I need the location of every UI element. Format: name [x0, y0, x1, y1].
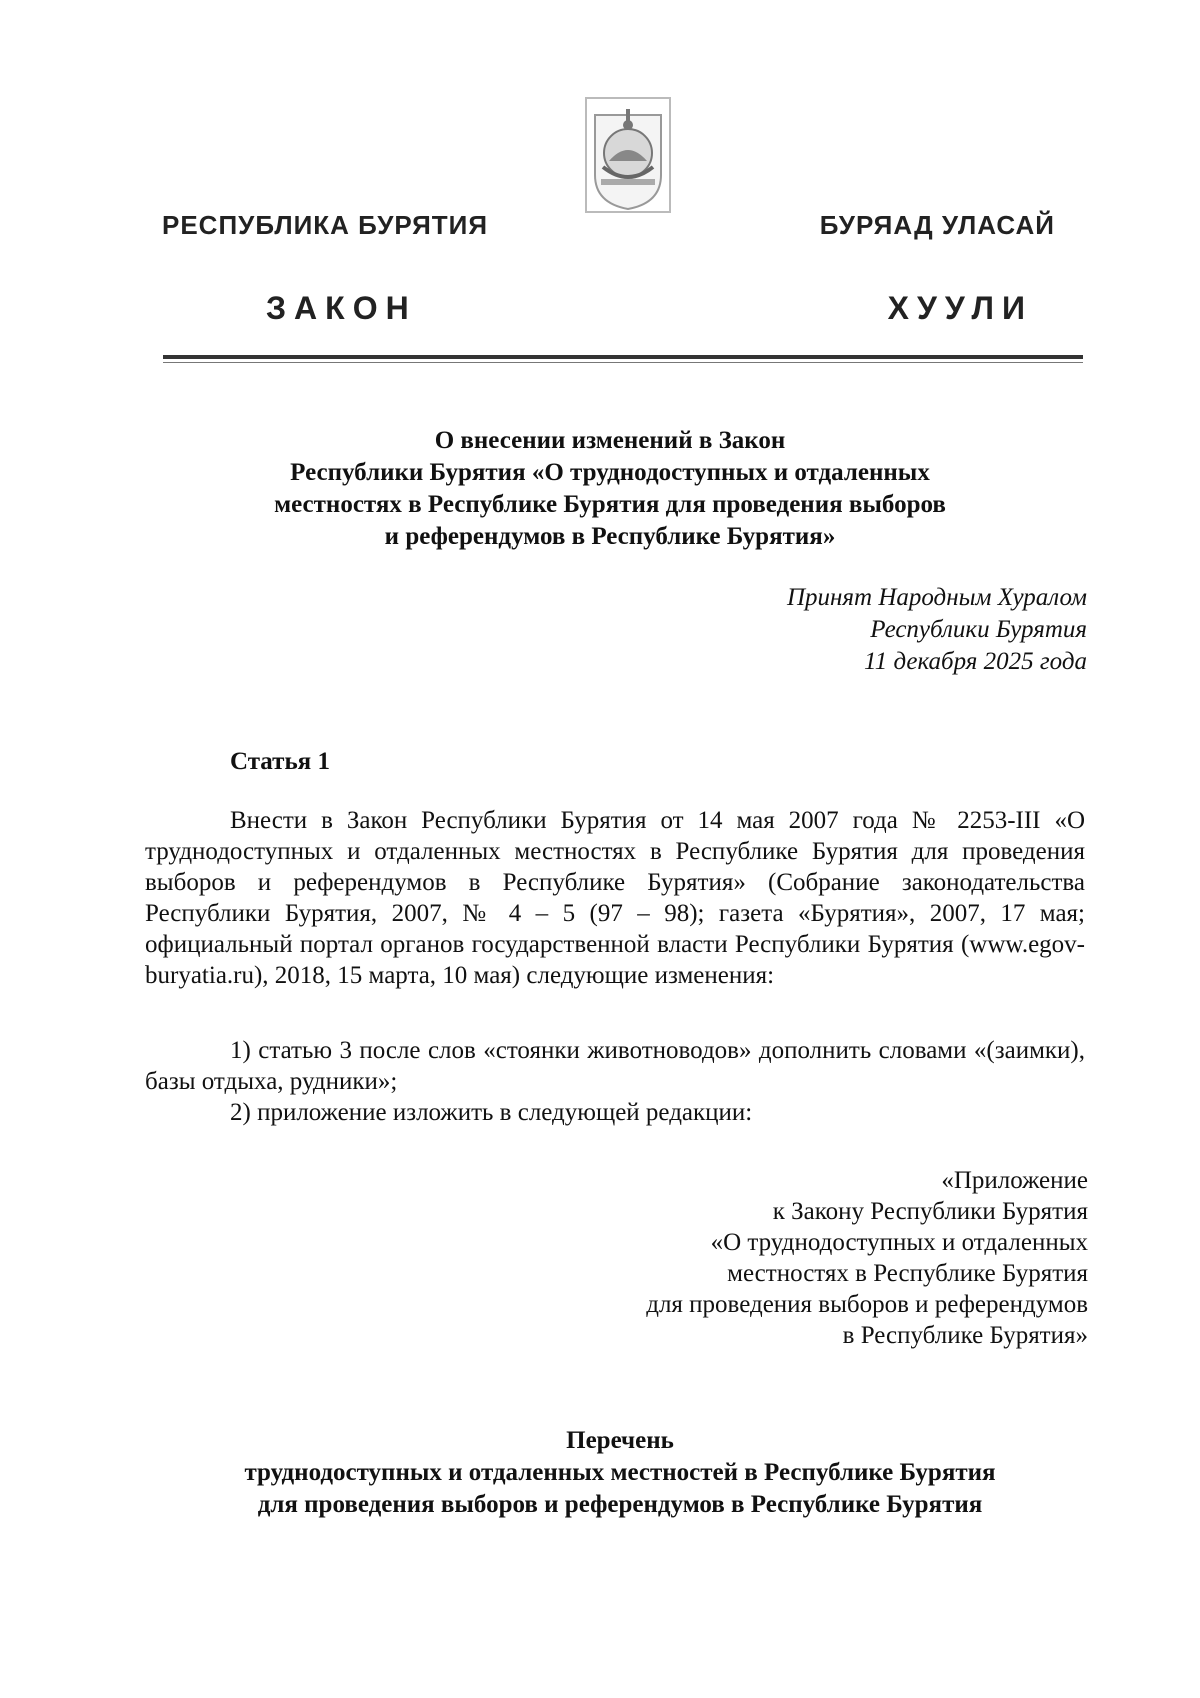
- appendix-line: в Республике Бурятия»: [842, 1322, 1088, 1349]
- law-title: [120, 425, 1100, 553]
- adoption-note: [787, 582, 1087, 678]
- appendix-line: местностях в Республике Бурятия: [727, 1260, 1088, 1287]
- amendment-item-1: 1) статью 3 после слов «стоянки животноводов» дополнить словами «(заимки), базы отдыха, рудники»;: [145, 1037, 1085, 1095]
- law-title-line: Республики Бурятия «О труднодоступных и отдаленных: [290, 459, 930, 486]
- appendix-line: к Закону Республики Бурятия: [772, 1198, 1088, 1225]
- adoption-line: Принят Народным Хуралом: [786, 584, 1087, 611]
- appendix-line: «Приложение: [941, 1167, 1088, 1194]
- list-title-line: для проведения выборов и референдумов в Республике Бурятия: [257, 1491, 983, 1518]
- adoption-date: 11 декабря 2025 года: [864, 648, 1087, 675]
- header-divider: [163, 355, 1083, 359]
- list-title: [120, 1425, 1120, 1521]
- law-title-line: местностях в Республике Бурятия для проведения выборов: [274, 491, 946, 518]
- law-title-line: и референдумов в Республике Бурятия»: [384, 523, 836, 550]
- republic-name-bu: БУРЯАД УЛАСАЙ: [819, 210, 1055, 240]
- list-title-line: Перечень: [566, 1427, 674, 1454]
- republic-name-ru: РЕСПУБЛИКА БУРЯТИЯ: [162, 210, 489, 240]
- header-divider-thin: [163, 362, 1083, 363]
- law-title-line: О внесении изменений в Закон: [434, 427, 786, 454]
- article-heading: Статья 1: [230, 748, 330, 775]
- law-label-ru: ЗАКОН: [266, 290, 417, 326]
- amendment-item-2: 2) приложение изложить в следующей редакции:: [230, 1099, 753, 1126]
- article-paragraph: Внести в Закон Республики Бурятия от 14 мая 2007 года № 2253-III «О труднодоступных и отдаленных местностях в Республике Бурятия для проведения выборов и референдумов в Республике Бурятия» (Собрание законодательства Республики Бурятия, 2007, № 4 – 5 (97 – 98); газета «Бурятия», 2007, 17 мая; официальный портал органов государственной власти Республики Бурятия (www.egov-buryatia.ru), 2018, 15 марта, 10 мая) следующие изменения:: [145, 807, 1085, 989]
- list-title-line: труднодоступных и отдаленных местностей в Республике Бурятия: [244, 1459, 996, 1486]
- coat-of-arms-icon: [583, 95, 673, 215]
- appendix-line: «О труднодоступных и отдаленных: [710, 1229, 1088, 1256]
- adoption-line: Республики Бурятия: [870, 616, 1087, 643]
- appendix-line: для проведения выборов и референдумов: [646, 1291, 1088, 1318]
- appendix-reference: [646, 1165, 1088, 1351]
- law-label-bu: ХУУЛИ: [887, 290, 1033, 326]
